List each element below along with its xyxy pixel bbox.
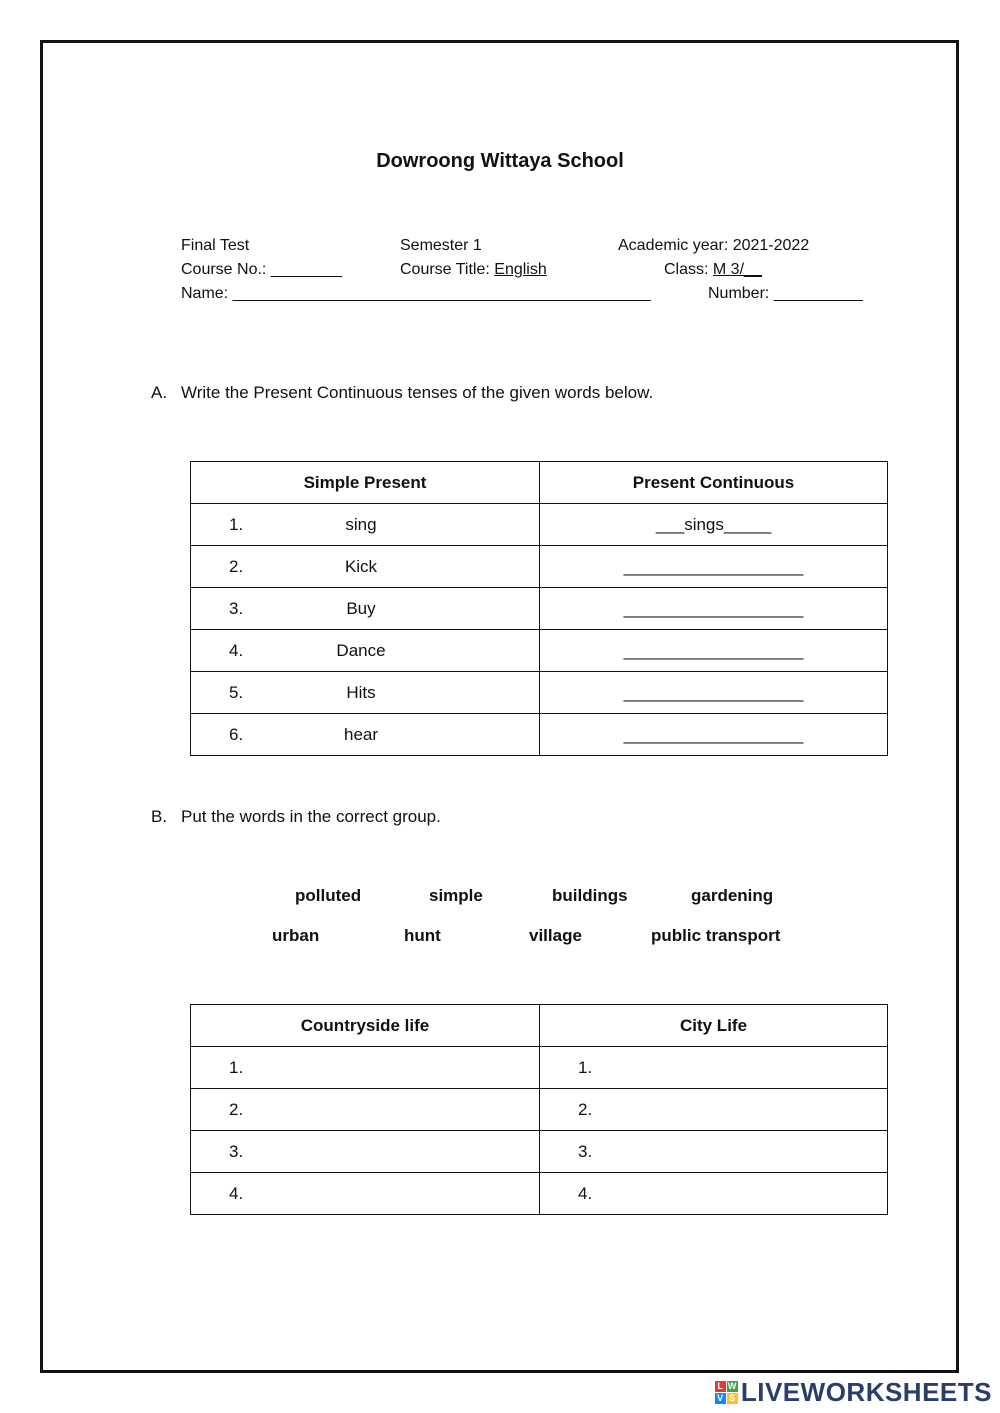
test-type: Final Test	[181, 237, 250, 254]
row-number: 4.	[229, 640, 244, 660]
city-drop-cell[interactable]	[540, 1131, 888, 1173]
logo-badge-cell: L	[715, 1381, 726, 1392]
name-field[interactable]: _______________________________________________	[232, 285, 651, 302]
section-a-letter: A.	[151, 383, 168, 402]
row-number: 6.	[229, 724, 244, 744]
logo-badge-cell: S	[727, 1393, 738, 1404]
word-bank-item[interactable]: public transport	[651, 926, 781, 945]
logo-badge-icon	[715, 1381, 738, 1404]
header-city-life: City Life	[540, 1005, 888, 1047]
course-title	[400, 261, 547, 279]
row-number: 1.	[229, 514, 244, 534]
word-bank-item[interactable]: hunt	[404, 926, 441, 945]
countryside-drop-cell[interactable]	[191, 1047, 540, 1089]
word-bank-item[interactable]: urban	[272, 926, 320, 945]
class-value[interactable]: M 3/__	[712, 261, 762, 278]
countryside-drop-cell[interactable]	[191, 1089, 540, 1131]
word-bank-item[interactable]: polluted	[295, 886, 362, 905]
answer-field[interactable]: ___________________	[540, 588, 888, 630]
table-row	[191, 504, 888, 546]
word-bank-item[interactable]: village	[529, 926, 582, 945]
table-row	[191, 1047, 888, 1089]
course-title-value: English	[494, 261, 547, 278]
answer-field[interactable]: ___________________	[540, 672, 888, 714]
countryside-drop-cell[interactable]	[191, 1131, 540, 1173]
row-number: 5.	[229, 682, 244, 702]
table-row	[191, 630, 888, 672]
city-drop-cell[interactable]	[540, 1089, 888, 1131]
school-title: Dowroong Wittaya School	[376, 150, 624, 172]
section-a-instruction: Write the Present Continuous tenses of the given words below.	[181, 383, 654, 402]
row-number: 3.	[229, 598, 244, 618]
row-number: 1.	[578, 1057, 593, 1077]
header-present-continuous: Present Continuous	[540, 462, 888, 504]
table-header-row	[191, 462, 888, 504]
table-row	[191, 1089, 888, 1131]
liveworksheets-logo	[715, 1377, 992, 1408]
section-b-letter: B.	[151, 807, 168, 826]
class	[664, 261, 762, 279]
row-number: 2.	[578, 1099, 593, 1119]
city-drop-cell[interactable]	[540, 1047, 888, 1089]
countryside-drop-cell[interactable]	[191, 1173, 540, 1215]
row-number: 4.	[578, 1183, 593, 1203]
course-no-field[interactable]: ________	[270, 261, 343, 278]
semester: Semester 1	[400, 237, 482, 254]
word-bank-item[interactable]: simple	[429, 886, 483, 905]
number-label: Number:	[708, 285, 770, 302]
course-no-label: Course No.:	[181, 261, 267, 278]
course-no	[181, 261, 342, 279]
table-row	[191, 1173, 888, 1215]
table-row	[191, 714, 888, 756]
verb-word: Kick	[344, 556, 378, 576]
number-field[interactable]: __________	[773, 285, 863, 302]
verb-word: Buy	[346, 598, 376, 618]
name-line	[181, 285, 651, 303]
row-number: 2.	[229, 556, 244, 576]
academic-year: Academic year: 2021-2022	[618, 237, 810, 254]
verb-word: hear	[343, 724, 379, 744]
name-label: Name:	[181, 285, 229, 302]
answer-field[interactable]: ___________________	[540, 630, 888, 672]
table-row	[191, 588, 888, 630]
row-number: 1.	[229, 1057, 244, 1077]
answer-field[interactable]: ___sings_____	[540, 504, 888, 546]
answer-field[interactable]: ___________________	[540, 546, 888, 588]
table-row	[191, 546, 888, 588]
section-b-instruction: Put the words in the correct group.	[181, 807, 441, 826]
word-bank-item[interactable]: gardening	[691, 886, 774, 905]
header-countryside-life: Countryside life	[191, 1005, 540, 1047]
header-simple-present: Simple Present	[191, 462, 540, 504]
course-title-label: Course Title:	[400, 261, 490, 278]
word-bank-item[interactable]: buildings	[552, 886, 628, 905]
verb-word: Hits	[346, 682, 376, 702]
number-line	[708, 285, 863, 303]
verb-word: sing	[345, 514, 377, 534]
row-number: 2.	[229, 1099, 244, 1119]
class-label: Class:	[664, 261, 709, 278]
city-drop-cell[interactable]	[540, 1173, 888, 1215]
row-number: 3.	[229, 1141, 244, 1161]
word-group-table	[190, 1004, 888, 1215]
row-number: 4.	[229, 1183, 244, 1203]
logo-text: LIVEWORKSHEETS	[740, 1377, 992, 1407]
logo-badge-cell: V	[715, 1393, 726, 1404]
logo-badge-cell: W	[727, 1381, 737, 1391]
table-row	[191, 1131, 888, 1173]
present-continuous-table	[190, 461, 888, 756]
table-header-row	[191, 1005, 888, 1047]
answer-field[interactable]: ___________________	[540, 714, 888, 756]
verb-word: Dance	[336, 640, 386, 660]
table-row	[191, 672, 888, 714]
row-number: 3.	[578, 1141, 593, 1161]
